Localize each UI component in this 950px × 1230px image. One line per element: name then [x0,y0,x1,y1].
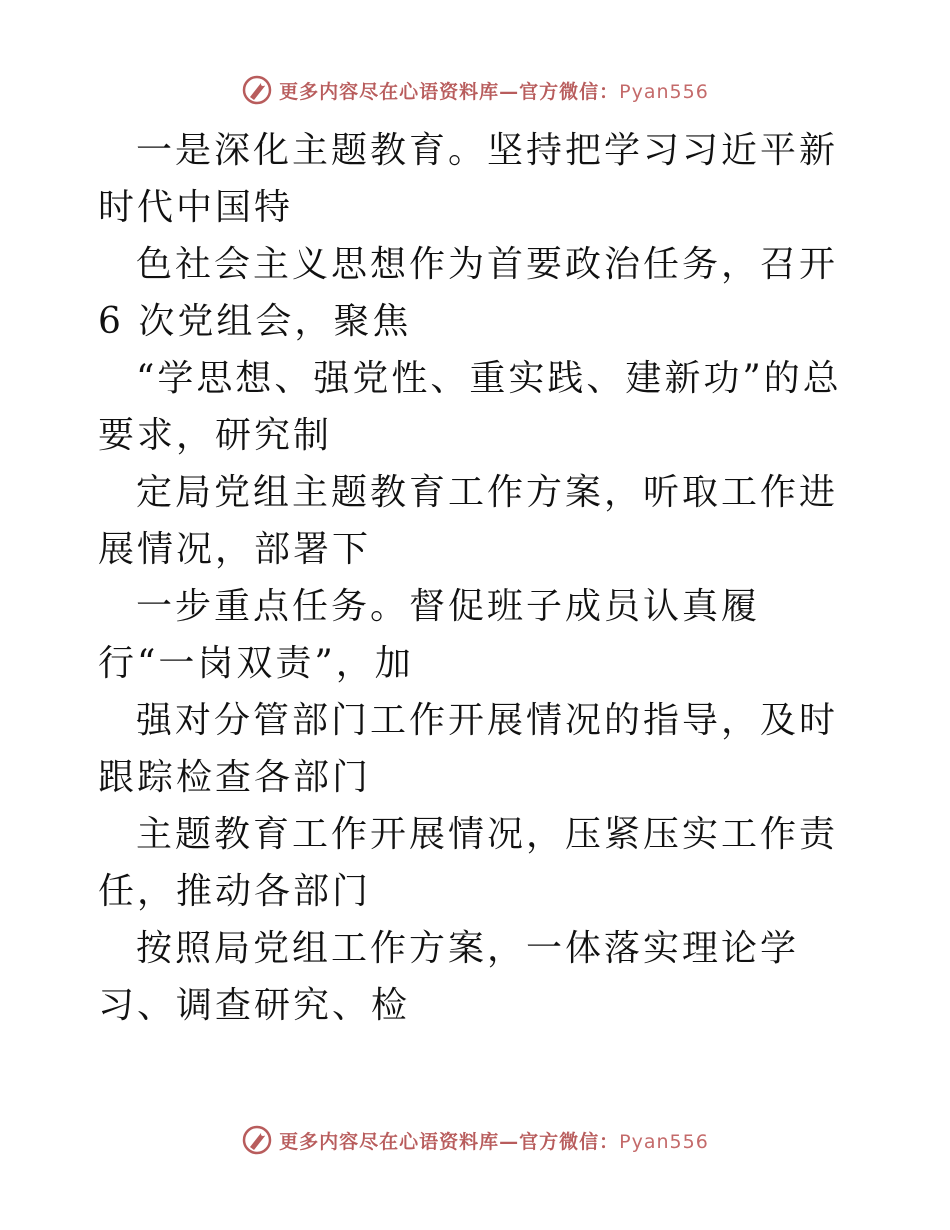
document-body [98,122,858,1034]
watermark-text: 更多内容尽在心语资料库—官方微信：Pyan556 [279,1130,709,1153]
pen-circle-logo-icon [241,74,273,106]
footer-watermark [0,1120,950,1160]
header-watermark [0,70,950,110]
paragraph-line: “学思想、强党性、重实践、建新功”的总要求，研究制 [98,358,842,456]
paragraph-line: 按照局党组工作方案，一体落实理论学习、调查研究、检 [98,928,800,1026]
watermark-text: 更多内容尽在心语资料库—官方微信：Pyan556 [279,80,709,103]
paragraph-line: 主题教育工作开展情况，压紧压实工作责任，推动各部门 [98,814,839,912]
paragraph-line: 定局党组主题教育工作方案，听取工作进展情况，部署下 [98,472,839,570]
paragraph-line: 色社会主义思想作为首要政治任务，召开 6 次党组会，聚焦 [98,244,839,342]
paragraph-line: 强对分管部门工作开展情况的指导，及时跟踪检查各部门 [98,700,839,798]
pen-circle-logo-icon [241,1124,273,1156]
paragraph-line: 一步重点任务。督促班子成员认真履行“一岗双责”，加 [98,586,761,684]
paragraph-line: 一是深化主题教育。坚持把学习习近平新时代中国特 [98,130,839,228]
